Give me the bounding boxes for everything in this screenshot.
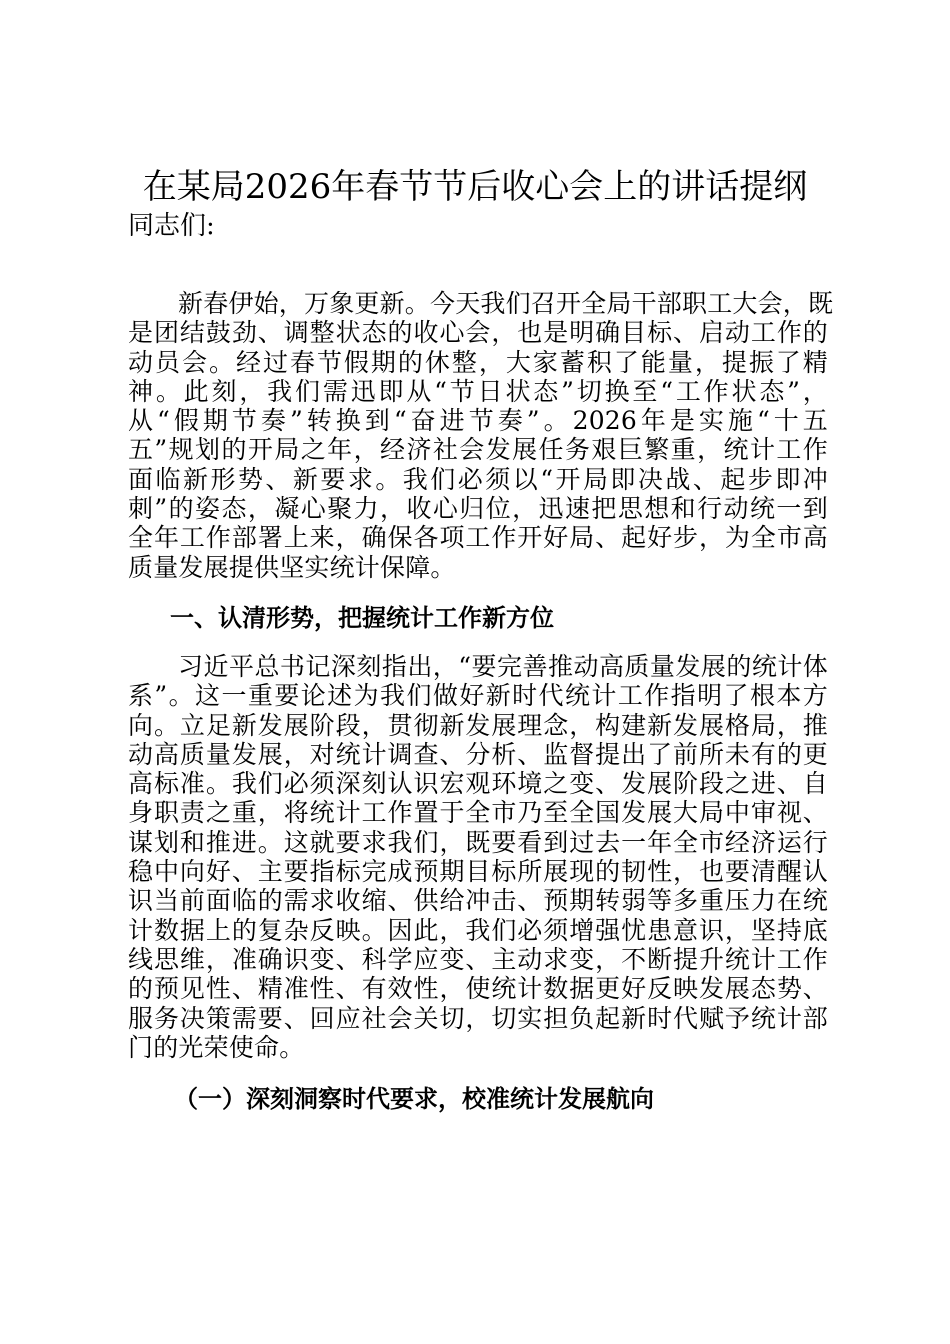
paragraph-line: 向。立足新发展阶段，贯彻新发展理念，构建新发展格局，推 [128,710,828,740]
paragraph-line: 新春伊始，万象更新。今天我们召开全局干部职工大会，既 [178,289,834,318]
paragraph-line: 五”规划的开局之年，经济社会发展任务艰巨繁重，统计工作 [128,435,828,465]
paragraph-line: 习近平总书记深刻指出，“要完善推动高质量发展的统计体 [178,652,828,681]
paragraph-line: 系”。这一重要论述为我们做好新时代统计工作指明了根本方 [128,681,828,711]
paragraph-line: 稳中向好、主要指标完成预期目标所展现的韧性，也要清醒认 [128,857,828,887]
paragraph-line: 神。此刻，我们需迅即从“节日状态”切换至“工作状态”， [128,376,828,406]
paragraph-line: 全年工作部署上来，确保各项工作开好局、起好步，为全市高 [128,523,828,553]
paragraph-line: 线思维，准确识变、科学应变、主动求变，不断提升统计工作 [128,944,828,974]
document-title: 在某局2026年春节节后收心会上的讲话提纲 [142,167,808,207]
paragraph-line: 动员会。经过春节假期的休整，大家蓄积了能量，提振了精 [128,347,828,377]
paragraph-line: 高标准。我们必须深刻认识宏观环境之变、发展阶段之进、自 [128,769,828,799]
section-heading: 一、认清形势，把握统计工作新方位 [170,604,554,632]
paragraph-line: 是团结鼓劲、调整状态的收心会，也是明确目标、启动工作的 [128,318,828,348]
paragraph-line: 面临新形势、新要求。我们必须以“开局即决战、起步即冲 [128,464,828,494]
paragraph-line: 动高质量发展，对统计调查、分析、监督提出了前所未有的更 [128,739,828,769]
paragraph-section-1 [128,652,828,1062]
paragraph-opening [128,289,834,582]
paragraph-line: 质量发展提供坚实统计保障。 [128,552,456,582]
paragraph-line: 从“假期节奏”转换到“奋进节奏”。2026年是实施“十五 [128,406,828,436]
paragraph-line: 刺”的姿态，凝心聚力，收心归位，迅速把思想和行动统一到 [128,494,828,524]
salutation: 同志们: [128,211,215,241]
paragraph-line: 服务决策需要、回应社会关切，切实担负起新时代赋予统计部 [128,1003,828,1033]
paragraph-line: 计数据上的复杂反映。因此，我们必须增强忧患意识，坚持底 [128,915,828,945]
subsection-heading: （一）深刻洞察时代要求，校准统计发展航向 [174,1085,654,1113]
paragraph-line: 门的光荣使命。 [128,1032,305,1062]
paragraph-line: 谋划和推进。这就要求我们，既要看到过去一年全市经济运行 [128,827,828,857]
paragraph-line: 身职责之重，将统计工作置于全市乃至全国发展大局中审视、 [128,798,828,828]
paragraph-line: 识当前面临的需求收缩、供给冲击、预期转弱等多重压力在统 [128,886,828,916]
paragraph-line: 的预见性、精准性、有效性，使统计数据更好反映发展态势、 [128,974,828,1004]
